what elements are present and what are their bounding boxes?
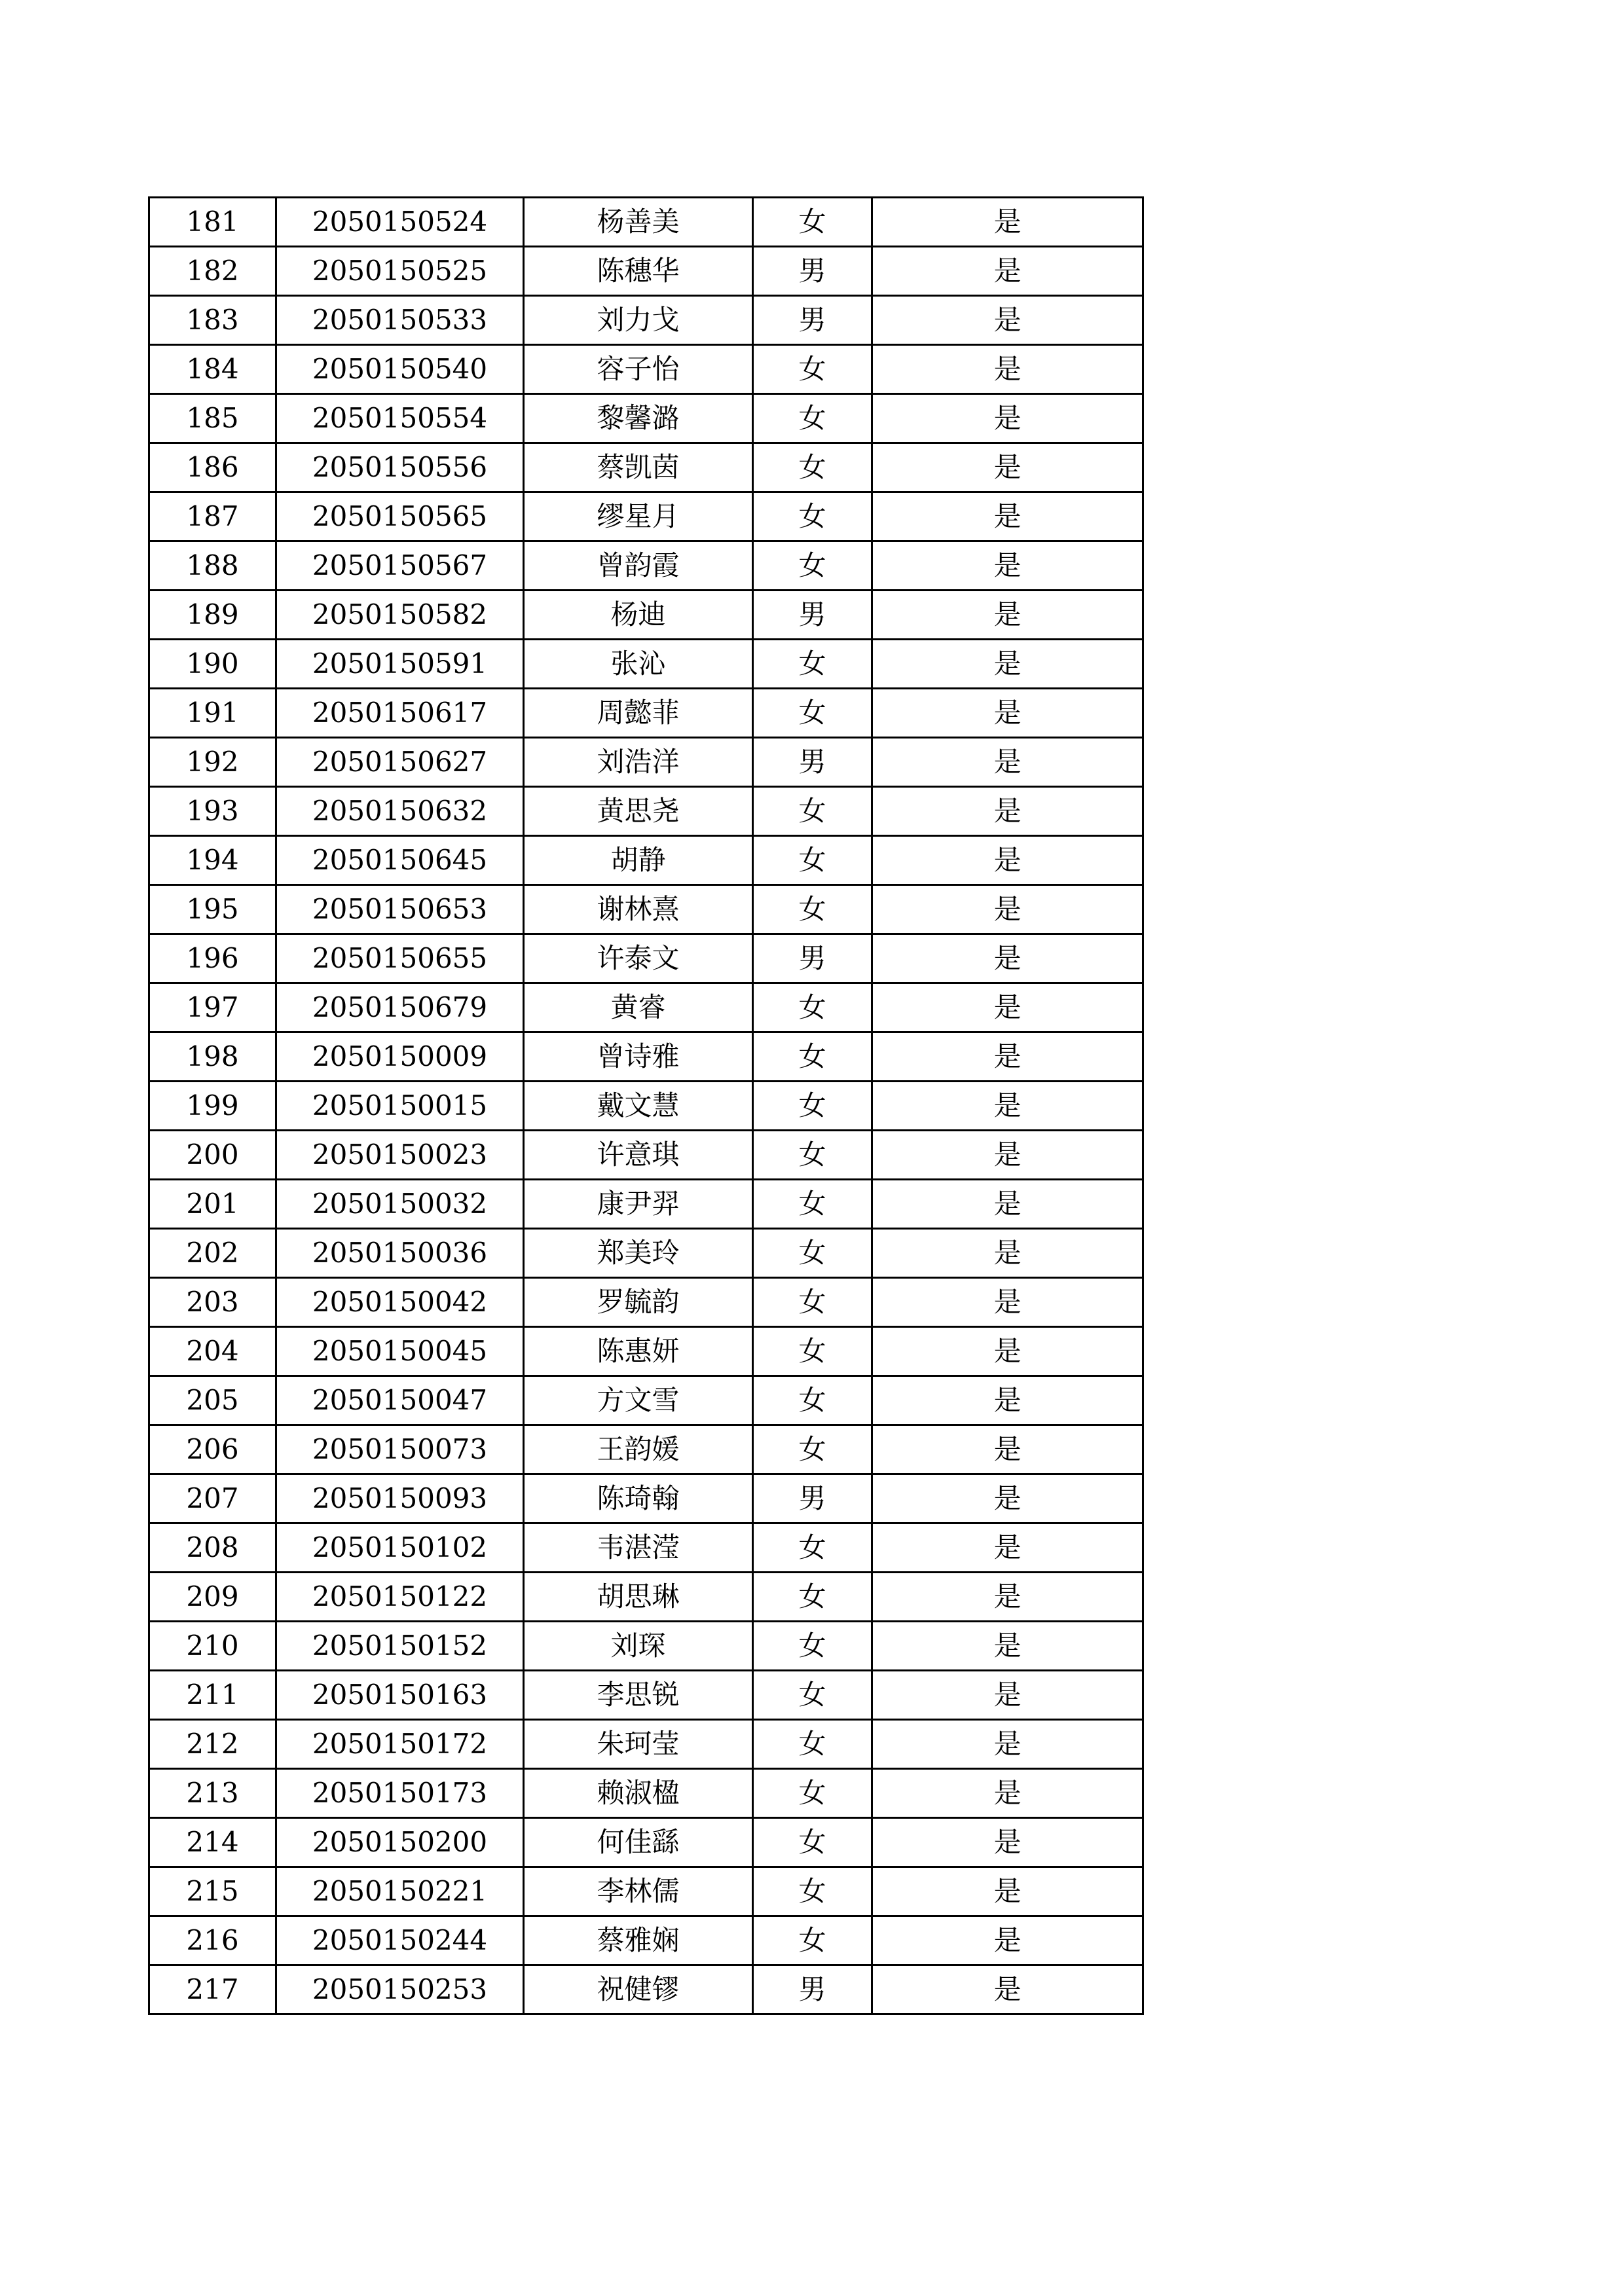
student-id-cell: 2050150591 bbox=[276, 640, 524, 689]
table-row bbox=[149, 689, 1143, 738]
student-name-cell: 容子怡 bbox=[524, 345, 753, 394]
row-number-cell: 186 bbox=[149, 443, 276, 492]
status-cell: 是 bbox=[872, 1671, 1143, 1720]
student-id-cell: 2050150173 bbox=[276, 1769, 524, 1818]
table-row bbox=[149, 934, 1143, 983]
table-row bbox=[149, 1082, 1143, 1131]
status-cell: 是 bbox=[872, 1131, 1143, 1180]
gender-cell: 女 bbox=[753, 983, 872, 1032]
row-number-cell: 197 bbox=[149, 983, 276, 1032]
table-row bbox=[149, 1622, 1143, 1671]
student-name-cell: 胡思琳 bbox=[524, 1573, 753, 1622]
gender-cell: 女 bbox=[753, 836, 872, 885]
status-cell: 是 bbox=[872, 1180, 1143, 1229]
student-id-cell: 2050150032 bbox=[276, 1180, 524, 1229]
table-row bbox=[149, 1523, 1143, 1573]
table-row bbox=[149, 1376, 1143, 1425]
student-name-cell: 刘琛 bbox=[524, 1622, 753, 1671]
student-id-cell: 2050150627 bbox=[276, 738, 524, 787]
status-cell: 是 bbox=[872, 738, 1143, 787]
student-name-cell: 胡静 bbox=[524, 836, 753, 885]
row-number-cell: 215 bbox=[149, 1867, 276, 1916]
gender-cell: 女 bbox=[753, 541, 872, 591]
student-name-cell: 刘力戈 bbox=[524, 296, 753, 345]
status-cell: 是 bbox=[872, 1916, 1143, 1965]
status-cell: 是 bbox=[872, 1082, 1143, 1131]
student-roster-table bbox=[148, 196, 1144, 2015]
student-id-cell: 2050150524 bbox=[276, 198, 524, 247]
student-name-cell: 方文雪 bbox=[524, 1376, 753, 1425]
gender-cell: 女 bbox=[753, 1131, 872, 1180]
gender-cell: 女 bbox=[753, 1867, 872, 1916]
gender-cell: 男 bbox=[753, 1965, 872, 2014]
status-cell: 是 bbox=[872, 198, 1143, 247]
table-row bbox=[149, 1720, 1143, 1769]
status-cell: 是 bbox=[872, 541, 1143, 591]
student-id-cell: 2050150567 bbox=[276, 541, 524, 591]
table-row bbox=[149, 1032, 1143, 1082]
status-cell: 是 bbox=[872, 247, 1143, 296]
status-cell: 是 bbox=[872, 1965, 1143, 2014]
gender-cell: 女 bbox=[753, 1720, 872, 1769]
status-cell: 是 bbox=[872, 296, 1143, 345]
table-row bbox=[149, 443, 1143, 492]
student-id-cell: 2050150525 bbox=[276, 247, 524, 296]
table-row bbox=[149, 836, 1143, 885]
status-cell: 是 bbox=[872, 1622, 1143, 1671]
student-id-cell: 2050150540 bbox=[276, 345, 524, 394]
table-row bbox=[149, 1474, 1143, 1523]
student-id-cell: 2050150015 bbox=[276, 1082, 524, 1131]
table-row bbox=[149, 591, 1143, 640]
gender-cell: 女 bbox=[753, 1523, 872, 1573]
table-row bbox=[149, 640, 1143, 689]
table-row bbox=[149, 394, 1143, 443]
student-name-cell: 许泰文 bbox=[524, 934, 753, 983]
student-name-cell: 黄思尧 bbox=[524, 787, 753, 836]
row-number-cell: 217 bbox=[149, 1965, 276, 2014]
student-name-cell: 蔡凯茵 bbox=[524, 443, 753, 492]
table-row bbox=[149, 541, 1143, 591]
status-cell: 是 bbox=[872, 983, 1143, 1032]
student-name-cell: 祝健镠 bbox=[524, 1965, 753, 2014]
gender-cell: 女 bbox=[753, 1278, 872, 1327]
gender-cell: 女 bbox=[753, 198, 872, 247]
table-row bbox=[149, 492, 1143, 541]
row-number-cell: 196 bbox=[149, 934, 276, 983]
status-cell: 是 bbox=[872, 1769, 1143, 1818]
table-row bbox=[149, 787, 1143, 836]
student-id-cell: 2050150200 bbox=[276, 1818, 524, 1867]
student-name-cell: 陈穗华 bbox=[524, 247, 753, 296]
status-cell: 是 bbox=[872, 1278, 1143, 1327]
row-number-cell: 213 bbox=[149, 1769, 276, 1818]
table-row bbox=[149, 738, 1143, 787]
row-number-cell: 216 bbox=[149, 1916, 276, 1965]
student-id-cell: 2050150122 bbox=[276, 1573, 524, 1622]
student-id-cell: 2050150152 bbox=[276, 1622, 524, 1671]
row-number-cell: 207 bbox=[149, 1474, 276, 1523]
row-number-cell: 208 bbox=[149, 1523, 276, 1573]
gender-cell: 女 bbox=[753, 1229, 872, 1278]
gender-cell: 女 bbox=[753, 394, 872, 443]
table-row bbox=[149, 1327, 1143, 1376]
status-cell: 是 bbox=[872, 836, 1143, 885]
table-row bbox=[149, 1278, 1143, 1327]
status-cell: 是 bbox=[872, 1474, 1143, 1523]
gender-cell: 女 bbox=[753, 1082, 872, 1131]
student-id-cell: 2050150163 bbox=[276, 1671, 524, 1720]
gender-cell: 女 bbox=[753, 1671, 872, 1720]
student-name-cell: 李林儒 bbox=[524, 1867, 753, 1916]
table-row bbox=[149, 1573, 1143, 1622]
student-name-cell: 韦湛滢 bbox=[524, 1523, 753, 1573]
student-id-cell: 2050150244 bbox=[276, 1916, 524, 1965]
row-number-cell: 211 bbox=[149, 1671, 276, 1720]
table-row bbox=[149, 1229, 1143, 1278]
gender-cell: 女 bbox=[753, 1376, 872, 1425]
student-name-cell: 何佳繇 bbox=[524, 1818, 753, 1867]
status-cell: 是 bbox=[872, 394, 1143, 443]
status-cell: 是 bbox=[872, 1573, 1143, 1622]
student-name-cell: 王韵媛 bbox=[524, 1425, 753, 1474]
gender-cell: 男 bbox=[753, 591, 872, 640]
status-cell: 是 bbox=[872, 1327, 1143, 1376]
gender-cell: 男 bbox=[753, 1474, 872, 1523]
gender-cell: 女 bbox=[753, 1327, 872, 1376]
gender-cell: 男 bbox=[753, 934, 872, 983]
table-row bbox=[149, 1769, 1143, 1818]
status-cell: 是 bbox=[872, 345, 1143, 394]
table-row bbox=[149, 885, 1143, 934]
student-id-cell: 2050150172 bbox=[276, 1720, 524, 1769]
student-id-cell: 2050150632 bbox=[276, 787, 524, 836]
student-id-cell: 2050150554 bbox=[276, 394, 524, 443]
table-row bbox=[149, 1131, 1143, 1180]
table-row bbox=[149, 1180, 1143, 1229]
gender-cell: 女 bbox=[753, 345, 872, 394]
student-name-cell: 刘浩洋 bbox=[524, 738, 753, 787]
row-number-cell: 191 bbox=[149, 689, 276, 738]
gender-cell: 女 bbox=[753, 640, 872, 689]
status-cell: 是 bbox=[872, 689, 1143, 738]
student-name-cell: 杨善美 bbox=[524, 198, 753, 247]
status-cell: 是 bbox=[872, 885, 1143, 934]
table-row bbox=[149, 1818, 1143, 1867]
student-name-cell: 杨迪 bbox=[524, 591, 753, 640]
student-id-cell: 2050150042 bbox=[276, 1278, 524, 1327]
student-id-cell: 2050150023 bbox=[276, 1131, 524, 1180]
student-id-cell: 2050150645 bbox=[276, 836, 524, 885]
row-number-cell: 214 bbox=[149, 1818, 276, 1867]
row-number-cell: 193 bbox=[149, 787, 276, 836]
gender-cell: 女 bbox=[753, 1032, 872, 1082]
status-cell: 是 bbox=[872, 443, 1143, 492]
gender-cell: 女 bbox=[753, 1622, 872, 1671]
gender-cell: 女 bbox=[753, 689, 872, 738]
status-cell: 是 bbox=[872, 1523, 1143, 1573]
gender-cell: 女 bbox=[753, 1818, 872, 1867]
table-row bbox=[149, 198, 1143, 247]
table-row bbox=[149, 1425, 1143, 1474]
gender-cell: 女 bbox=[753, 1916, 872, 1965]
student-name-cell: 周懿菲 bbox=[524, 689, 753, 738]
student-id-cell: 2050150036 bbox=[276, 1229, 524, 1278]
table-row bbox=[149, 247, 1143, 296]
gender-cell: 女 bbox=[753, 443, 872, 492]
row-number-cell: 210 bbox=[149, 1622, 276, 1671]
student-id-cell: 2050150655 bbox=[276, 934, 524, 983]
status-cell: 是 bbox=[872, 492, 1143, 541]
student-name-cell: 谢林熹 bbox=[524, 885, 753, 934]
row-number-cell: 206 bbox=[149, 1425, 276, 1474]
table-row bbox=[149, 296, 1143, 345]
student-name-cell: 许意琪 bbox=[524, 1131, 753, 1180]
row-number-cell: 198 bbox=[149, 1032, 276, 1082]
status-cell: 是 bbox=[872, 591, 1143, 640]
student-name-cell: 曾韵霞 bbox=[524, 541, 753, 591]
row-number-cell: 192 bbox=[149, 738, 276, 787]
student-id-cell: 2050150556 bbox=[276, 443, 524, 492]
roster-table-body bbox=[149, 198, 1143, 2014]
row-number-cell: 200 bbox=[149, 1131, 276, 1180]
row-number-cell: 209 bbox=[149, 1573, 276, 1622]
student-id-cell: 2050150533 bbox=[276, 296, 524, 345]
gender-cell: 女 bbox=[753, 1180, 872, 1229]
student-name-cell: 陈惠妍 bbox=[524, 1327, 753, 1376]
status-cell: 是 bbox=[872, 1720, 1143, 1769]
student-name-cell: 罗毓韵 bbox=[524, 1278, 753, 1327]
status-cell: 是 bbox=[872, 1229, 1143, 1278]
row-number-cell: 194 bbox=[149, 836, 276, 885]
student-id-cell: 2050150565 bbox=[276, 492, 524, 541]
status-cell: 是 bbox=[872, 1867, 1143, 1916]
gender-cell: 女 bbox=[753, 1425, 872, 1474]
student-name-cell: 朱珂莹 bbox=[524, 1720, 753, 1769]
row-number-cell: 212 bbox=[149, 1720, 276, 1769]
row-number-cell: 205 bbox=[149, 1376, 276, 1425]
student-id-cell: 2050150047 bbox=[276, 1376, 524, 1425]
row-number-cell: 202 bbox=[149, 1229, 276, 1278]
gender-cell: 女 bbox=[753, 1769, 872, 1818]
row-number-cell: 185 bbox=[149, 394, 276, 443]
student-id-cell: 2050150582 bbox=[276, 591, 524, 640]
student-id-cell: 2050150009 bbox=[276, 1032, 524, 1082]
row-number-cell: 188 bbox=[149, 541, 276, 591]
row-number-cell: 189 bbox=[149, 591, 276, 640]
gender-cell: 女 bbox=[753, 885, 872, 934]
row-number-cell: 201 bbox=[149, 1180, 276, 1229]
table-row bbox=[149, 1671, 1143, 1720]
row-number-cell: 195 bbox=[149, 885, 276, 934]
gender-cell: 女 bbox=[753, 787, 872, 836]
student-name-cell: 张沁 bbox=[524, 640, 753, 689]
row-number-cell: 184 bbox=[149, 345, 276, 394]
row-number-cell: 187 bbox=[149, 492, 276, 541]
student-name-cell: 曾诗雅 bbox=[524, 1032, 753, 1082]
student-name-cell: 蔡雅娴 bbox=[524, 1916, 753, 1965]
student-id-cell: 2050150653 bbox=[276, 885, 524, 934]
row-number-cell: 181 bbox=[149, 198, 276, 247]
student-id-cell: 2050150221 bbox=[276, 1867, 524, 1916]
status-cell: 是 bbox=[872, 934, 1143, 983]
table-row bbox=[149, 1965, 1143, 2014]
status-cell: 是 bbox=[872, 787, 1143, 836]
student-name-cell: 郑美玲 bbox=[524, 1229, 753, 1278]
table-row bbox=[149, 1916, 1143, 1965]
table-row bbox=[149, 1867, 1143, 1916]
row-number-cell: 203 bbox=[149, 1278, 276, 1327]
student-name-cell: 黎馨潞 bbox=[524, 394, 753, 443]
status-cell: 是 bbox=[872, 1032, 1143, 1082]
student-id-cell: 2050150093 bbox=[276, 1474, 524, 1523]
status-cell: 是 bbox=[872, 1376, 1143, 1425]
student-id-cell: 2050150102 bbox=[276, 1523, 524, 1573]
row-number-cell: 199 bbox=[149, 1082, 276, 1131]
student-id-cell: 2050150679 bbox=[276, 983, 524, 1032]
table-row bbox=[149, 983, 1143, 1032]
student-name-cell: 戴文慧 bbox=[524, 1082, 753, 1131]
row-number-cell: 183 bbox=[149, 296, 276, 345]
status-cell: 是 bbox=[872, 1818, 1143, 1867]
student-id-cell: 2050150253 bbox=[276, 1965, 524, 2014]
gender-cell: 男 bbox=[753, 738, 872, 787]
student-name-cell: 缪星月 bbox=[524, 492, 753, 541]
gender-cell: 女 bbox=[753, 1573, 872, 1622]
student-name-cell: 黄睿 bbox=[524, 983, 753, 1032]
student-name-cell: 陈琦翰 bbox=[524, 1474, 753, 1523]
row-number-cell: 182 bbox=[149, 247, 276, 296]
table-row bbox=[149, 345, 1143, 394]
status-cell: 是 bbox=[872, 1425, 1143, 1474]
row-number-cell: 204 bbox=[149, 1327, 276, 1376]
gender-cell: 女 bbox=[753, 492, 872, 541]
student-id-cell: 2050150617 bbox=[276, 689, 524, 738]
student-name-cell: 康尹羿 bbox=[524, 1180, 753, 1229]
student-id-cell: 2050150073 bbox=[276, 1425, 524, 1474]
gender-cell: 男 bbox=[753, 296, 872, 345]
student-id-cell: 2050150045 bbox=[276, 1327, 524, 1376]
row-number-cell: 190 bbox=[149, 640, 276, 689]
status-cell: 是 bbox=[872, 640, 1143, 689]
gender-cell: 男 bbox=[753, 247, 872, 296]
student-name-cell: 赖淑楹 bbox=[524, 1769, 753, 1818]
student-name-cell: 李思锐 bbox=[524, 1671, 753, 1720]
